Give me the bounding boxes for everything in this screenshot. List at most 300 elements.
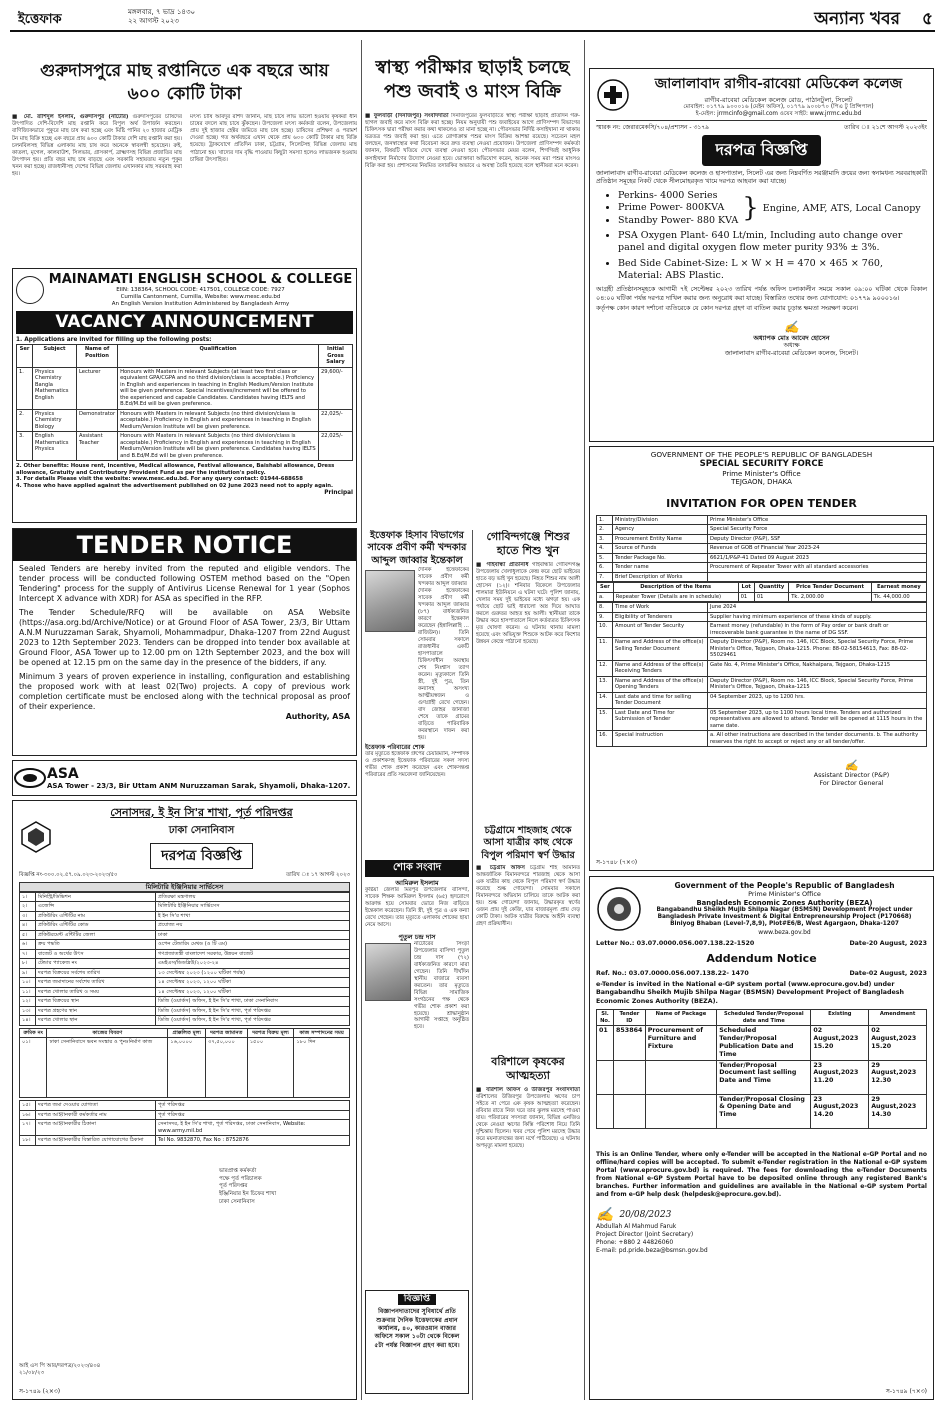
ssf-desc-th: Price Tender Document bbox=[789, 583, 872, 593]
beza-signer: Abdullah Al Mahmud Faruk bbox=[596, 1223, 677, 1231]
table-cell: 6621/1/P&P-41 Dated 09 August 2023 bbox=[708, 553, 927, 563]
table-cell: 5. bbox=[597, 553, 613, 563]
table-cell: 01 bbox=[738, 592, 754, 602]
table-cell bbox=[708, 572, 927, 582]
table-cell: ডিজি (ওয়ার্কস) অফিস, ই ইন সি'র শাখা, পূর্ত পরিদপ্তর bbox=[156, 1006, 350, 1016]
ssf-info-table bbox=[596, 515, 927, 583]
vacancy-note-4: 4. Those who have applied against the advertisement published on 02 June 2023 need not to apply again. bbox=[16, 482, 334, 489]
beza-table bbox=[596, 1009, 927, 1128]
vacancy-th-subject: Subject bbox=[33, 345, 77, 368]
medical-signer: অধ্যাপক মোঃ আবেদ হোসেন bbox=[753, 333, 830, 342]
table-cell: 29,600/- bbox=[319, 367, 353, 409]
table-cell: 01 bbox=[754, 592, 788, 602]
obit-headline: ইত্তেফাক হিসাব বিভাগের সাবেক প্রবীণ কর্মী খন্দকার আব্দুল জাব্বার ইন্তেকাল bbox=[367, 530, 467, 566]
beza-office: Prime Minister's Office bbox=[748, 890, 821, 899]
barishal-headline: বরিশালে কৃষকের আত্মহত্যা bbox=[491, 1055, 565, 1083]
table-cell: ডিজি (ওয়ার্কস) অফিস, ই ইন সি'র শাখা, পূর্ত পরিদপ্তর bbox=[156, 1016, 350, 1026]
army-title: দরপত্র বিজ্ঞপ্তি bbox=[150, 843, 252, 869]
barishal-body: বরিশালের উজিরপুর উপজেলায় ঋণের চাপ সইতে না পেরে এক কৃষক আত্মহত্যা করেছেন। রবিবার রাতে নিজ ঘরে তার ঝুলন্ত মরদেহ পাওয়া যায়। পরিবারের সদস্যরা জানান, বিভিন্ন এনজিও থেকে নেওয়া ঋণের কিস্তি পরিশোধ নিয়ে তিনি দুশ্চিন্তায় ছিলেন। খবর পেয়ে পুলিশ মরদেহ উদ্ধার করে ময়নাতদন্তের জন্য মর্গে পাঠিয়েছে। এ ঘটনায় অপমৃত্যু মামলা হয়েছে। bbox=[476, 1093, 580, 1149]
army-work-th: প্রাক্কলিত মূল্য bbox=[168, 1028, 206, 1038]
table-cell: ৩৭,৫০,০০০ bbox=[206, 1038, 248, 1098]
table-cell: পূর্ত পরিদপ্তর bbox=[156, 1101, 350, 1111]
medical-email: ই-মেইল: jrrmcinfo@gmail.com ওয়েব সাইট: www.jrrmc.edu.bd bbox=[695, 111, 862, 118]
table-cell: Repeater Tower (Details are in schedule) bbox=[613, 592, 738, 602]
ssf-desc-th: Description of the Items bbox=[613, 583, 738, 593]
table-cell: Revenue of GOB of Financial Year 2023-24 bbox=[708, 544, 927, 554]
table-cell: টেন্ডার প্যাকেজ নং bbox=[36, 959, 156, 969]
medical-item-2: আগ্রহী প্রতিষ্ঠানসমূহকে আগামী ৭ই সেপ্টেম্বর ২০২৩ তারিখ পর্যন্ত অফিস চলাকালীন সময়ে সকাল ০৯:০০ ঘটিকা থেকে বিকাল ০৪:০০ ঘটিকা পর্যন্ত দরপত্র দাখিল করার জন্য অনুরোধ করা যাচ্ছে। বিস্তারিত তথ্যের জন্য যোগাযোগ: ০১৭৭৯ ৯০০০১৬। bbox=[596, 286, 927, 302]
beza-logo bbox=[596, 886, 642, 932]
table-cell: ৪। bbox=[20, 921, 36, 931]
table-cell: 01 bbox=[597, 1026, 614, 1060]
vacancy-note-3: 3. For details Please visit the website: www.mesc.edu.bd. For any query contact: 01944-688658 bbox=[16, 476, 303, 483]
table-row bbox=[20, 1110, 350, 1120]
table-row bbox=[597, 731, 927, 747]
medical-bracket-text: Engine, AMF, ATS, Local Canopy bbox=[762, 202, 921, 214]
table-cell: 05 September 2023, up to 1100 hours local time. Tenders and authorized representatives are allowed to attend. Tender will be opened at 1115 hours in the same date. bbox=[708, 708, 927, 731]
ad-notice bbox=[365, 1290, 469, 1394]
table-cell: ই ইন সি'র শাখা bbox=[156, 911, 350, 921]
table-cell: Prime Minister's Office bbox=[708, 515, 927, 525]
health-byline: ■ ফুলবাড়ী (দিনাজপুর) সংবাদদাতা bbox=[365, 112, 449, 119]
table-cell: 02 August,2023 15.20 bbox=[869, 1026, 927, 1060]
condolence-name-2: পুতুল চন্দ্র দাস bbox=[398, 932, 436, 941]
table-cell: Honours with Masters in relevant Subjects (no third division/class is acceptable.) Proficiency in English and experiences in teaching in English Medium/Version Institute will be given preference. bbox=[118, 409, 319, 432]
table-cell: Honours with Masters in relevant Subjects (at least two first class or equivalent GPA/CGPA and no third division/class is acceptable.) Proficiency in English and experiences in teaching in English Medium/Version Institute will be given preference. Special incentives/increment will be offered to the experienced and capable Candidates. Candidates having IELTS and B.Ed/M.Ed will be given preference. bbox=[118, 367, 319, 409]
table-cell: ৮। bbox=[20, 959, 36, 969]
health-story bbox=[365, 40, 580, 525]
table-cell: 16. bbox=[597, 731, 613, 747]
table-row bbox=[20, 1006, 350, 1016]
table-row bbox=[20, 1038, 350, 1098]
obit-body-2: তার মৃত্যুতে ইত্তেফাক গ্রুপের চেয়ারম্যান, সম্পাদক ও প্রকাশকসহ ইত্তেফাক পরিবারের সকল সদস্য গভীর শোক প্রকাশ করেছেন এবং শোকসন্তপ্ত পরিবারের প্রতি সমবেদনা জানিয়েছেন। bbox=[365, 751, 469, 779]
table-row bbox=[20, 997, 350, 1007]
table-cell: দরপত্র বিক্রয়ের স্থান bbox=[36, 997, 156, 1007]
health-body: দিনাজপুরের ফুলবাড়ীতে স্বাস্থ্য পরীক্ষা ছাড়াই প্রতিদিন গরু-ছাগল জবাই করে মাংস বিক্রি করা হচ্ছে। নিয়ম অনুযায়ী পশু জবাইয়ের আগে প্রাণিসম্পদ বিভাগের চিকিৎসক দ্বারা পরীক্ষা করার কথা থাকলেও তা মানা হচ্ছে না। পৌরসভার নির্দিষ্ট কসাইখানা না থাকায় যত্রতত্র পশু জবাই করা হয়। এতে রোগাক্রান্ত পশুর মাংস বিক্রির আশঙ্কা রয়েছে। সচেতন মহল বলছেন, জনস্বাস্থ্যের কথা বিবেচনা করে দ্রুত ব্যবস্থা নেওয়া প্রয়োজন। উপজেলা প্রাণিসম্পদ কর্মকর্তা জানান, বিষয়টি খতিয়ে দেখে ব্যবস্থা নেওয়া হবে। পৌরসভার মেয়র বলেন, শিগগিরই আধুনিক কসাইখানা নির্মাণের উদ্যোগ নেওয়া হবে। ভোক্তারা অভিযোগ করেন, অনেক সময় মরা পশুর মাংসও বিক্রি করা হয়। প্রশাসনের নিয়মিত তদারকির অভাবে এ অবস্থা তৈরি হয়েছে বলে স্থানীয়রা মনে করেন। bbox=[365, 112, 580, 169]
army-footer-left: আই এস পি আর/দরপত্র/২০২৩/৪০৪ bbox=[19, 1363, 101, 1370]
beza-intro: e-Tender is invited in the National e-GP system portal (www.eprocure.gov.bd) under Bangabandhu Sheikh Mujib Shilpa Nagar (BSMSN) Development Project of Bangladesh Economic Zones Authority (BEZA). bbox=[596, 980, 904, 1005]
ctg-byline: ■ চট্টগ্রাম অফিস bbox=[476, 865, 525, 872]
table-cell: 04 September 2023, up to 1200 hrs. bbox=[708, 692, 927, 708]
table-cell: 2. bbox=[597, 525, 613, 535]
table-cell: ঢাকা সেনানিবাসে ভবন সংস্কার ও পুনঃনির্মাণ কাজ bbox=[47, 1038, 168, 1098]
table-cell bbox=[597, 1094, 614, 1128]
ssf-desc-th: Lot bbox=[738, 583, 754, 593]
table-cell: দরপত্র গ্রহণের স্থান bbox=[36, 1006, 156, 1016]
brace-icon: } bbox=[742, 193, 759, 224]
table-cell: Last Date and Time for Submission of Tender bbox=[613, 708, 708, 731]
army-signature-block bbox=[219, 1168, 350, 1206]
obit-caption: দৈনিক ইত্তেফাকের সাবেক প্রবীণ কর্মী খন্দকার আব্দুল জাব্বার bbox=[418, 567, 469, 587]
table-cell: Gate No. 4, Prime Minister's Office, Nakhalpara, Tejgaon, Dhaka-1215 bbox=[708, 660, 927, 676]
table-cell: 14. bbox=[597, 692, 613, 708]
table-cell: এমইএস/ডিডব্লিউ/২০২৩-২৪ bbox=[156, 959, 350, 969]
vacancy-th-qualification: Qualification bbox=[118, 345, 319, 368]
beza-phone: Phone: +880 2 44826060 bbox=[596, 1238, 674, 1246]
table-cell: প্রকিউরমেন্ট এন্টিটির জেলা bbox=[36, 930, 156, 940]
beza-sig-date: 20/08/2023 bbox=[619, 1210, 672, 1221]
child-body: গাইবান্ধার গোবিন্দগঞ্জ উপজেলায় খেলাধুলাকে কেন্দ্র করে ছোট ভাইয়ের হাতে বড় ভাই খুন হয়েছে। নিহত শিশুর নাম আলী হোসেন (১২)। শনিবার বিকেলে উপজেলার শালমারা ইউনিয়নে এ ঘটনা ঘটে। পুলিশ জানায়, খেলার সময় দুই ভাইয়ের মধ্যে ঝগড়া হয়। এক পর্যায়ে ছোট ভাই ধারালো অস্ত্র দিয়ে আঘাত করলে গুরুতর আহত হয় আলী। স্থানীয়রা তাকে উদ্ধার করে হাসপাতালে নিলে কর্তব্যরত চিকিৎসক মৃত ঘোষণা করেন। এ ঘটনায় থানায় মামলা হয়েছে এবং অভিযুক্ত শিশুকে আটক করে কিশোর উন্নয়ন কেন্দ্রে পাঠানো হয়েছে। bbox=[476, 561, 580, 645]
table-cell: 2. bbox=[17, 409, 33, 432]
medical-signature-block bbox=[656, 320, 927, 358]
table-cell: 6. bbox=[597, 563, 613, 573]
table-cell: Name and Address of the office(s) Selling Tender Document bbox=[613, 638, 708, 661]
table-cell: ১৮০ দিন bbox=[294, 1038, 350, 1098]
fish-col-2: মৎস্য চাষি আবদুর রশিদ জানান, মাছ চাষে লাভ ভালো হওয়ায় কৃষকরা ধান চাষের বদলে মাছ চাষে ঝুঁকছেন। উপজেলা মৎস্য কর্মকর্তা বলেন, উপজেলায় প্রায় দুই হাজার হেক্টর জমিতে মাছ চাষ হচ্ছে। চাষিদের প্রশিক্ষণ ও পরামর্শ দেওয়া হচ্ছে। গত অর্থবছরে এখান থেকে প্রায় ৬০০ কোটি টাকার মাছ বিক্রি হয়েছে। ট্রাকযোগে প্রতিদিন ঢাকা, চট্টগ্রাম, সিলেটসহ বিভিন্ন জেলায় মাছ পাঠানো হয়। খাদ্যের দাম বৃদ্ধি পাওয়ায় কিছুটা সমস্যা হলেও লাভজনক হওয়ায় চাষিরা উৎসাহিত। bbox=[190, 113, 357, 163]
table-cell: Tk. 44,000.00 bbox=[871, 592, 926, 602]
army-memo: বিজ্ঞপ্তি নং-৩০০.০২.৫৭.০৯.০২৩-২০২৩/৫০ bbox=[19, 872, 118, 878]
table-row bbox=[20, 921, 350, 931]
asa-logo-text: ASA bbox=[47, 765, 79, 782]
table-cell bbox=[614, 1094, 646, 1128]
vacancy-note-2: 2. Other benefits: House rent, Incentive, Medical allowance, Festival allowance, Baishabi allowance, Dress allowance, Gratuity and Contributory Provident Fund as per the institution's policy. bbox=[16, 463, 335, 476]
table-cell: Procurement of Furniture and Fixture bbox=[645, 1026, 717, 1060]
table-cell: প্রকিউরিং এন্টিটির নাম bbox=[36, 911, 156, 921]
table-cell: 29 August,2023 14.30 bbox=[869, 1094, 927, 1128]
vacancy-banner: VACANCY ANNOUNCEMENT bbox=[16, 311, 353, 334]
section-title bbox=[814, 6, 933, 34]
table-row bbox=[597, 1094, 927, 1128]
child-body-wrap bbox=[476, 562, 580, 646]
table-cell: 29 August,2023 12.30 bbox=[869, 1060, 927, 1094]
beza-ref: Ref. No.: 03.07.0000.056.007.138.22- 1470 bbox=[596, 969, 749, 977]
table-cell: 8. bbox=[597, 603, 613, 613]
table-cell: Deputy Director (P&P), SSF bbox=[708, 534, 927, 544]
table-cell: Special Security Force bbox=[708, 525, 927, 535]
table-cell: a. All other instructions are described in the tender documents. b. The authority reserves the right to accept or reject any or all tender/offer. bbox=[708, 731, 927, 747]
table-cell: Earnest money (refundable) in the form of Pay order or bank draft or irrecoverable bank guarantee in the name of DG SSF. bbox=[708, 622, 927, 638]
table-cell: 11. bbox=[597, 638, 613, 661]
asa-para-3: Minimum 3 years of proven experience in installing, configuration and establishing the proposed work with at least 02(Two) projects. A copy of previous work completion certificate must be enclosed along with the technical proposal as proof of their experience. bbox=[19, 671, 350, 711]
table-row bbox=[597, 525, 927, 535]
table-cell: 12. bbox=[597, 660, 613, 676]
table-cell: দরপত্র জমাদানের সর্বশেষ তারিখ bbox=[36, 978, 156, 988]
table-cell: ৩। bbox=[20, 911, 36, 921]
table-row bbox=[20, 968, 350, 978]
beza-address: Biniyog Bhaban (Level-7,8,9), Plot#E6/B, West Agargaon, Dhaka-1207 bbox=[670, 921, 899, 928]
table-cell: Source of Funds bbox=[613, 544, 708, 554]
army-org-2: ঢাকা সেনানিবাস bbox=[168, 825, 235, 836]
table-cell: 3. bbox=[597, 534, 613, 544]
medical-address: রাগীব-রাবেয়া মেডিকেল কলেজ রোড, পাঠানটুলা, সিলেট bbox=[704, 96, 853, 104]
table-cell: ১৪ সেপ্টেম্বর ২০২৩, ১২০০ ঘটিকা bbox=[156, 987, 350, 997]
table-row bbox=[20, 1136, 350, 1146]
fish-story bbox=[12, 40, 357, 265]
table-header-cell: Sl. No. bbox=[597, 1010, 614, 1026]
table-cell: Deputy Director (P&P), Room no. 146, ICC Block, Special Security Force, Prime Minister's Office, Tejgaon, Dhaka-1215 bbox=[708, 676, 927, 692]
obit-body: দৈনিক ইত্তেফাকের সাবেক প্রবীণ কর্মী খন্দকার আব্দুল জাব্বার (৮৭) বার্ধক্যজনিত কারণে ইন্তেকাল করেছেন (ইন্নালিল্লাহি ... রাজিউন)। তিনি সোমবার সকালে রাজধানীর একটি হাসপাতালে চিকিৎসাধীন অবস্থায় শেষ নিঃশ্বাস ত্যাগ করেন। মৃত্যুকালে তিনি স্ত্রী, দুই পুত্র, তিন কন্যাসহ অসংখ্য আত্মীয়স্বজন ও গুণগ্রাহী রেখে গেছেন। বাদ জোহর জানাজা শেষে তাকে গ্রামের বাড়িতে পারিবারিক কবরস্থানে দাফন করা হয়। bbox=[418, 587, 469, 741]
table-cell: a. bbox=[597, 592, 614, 602]
table-row bbox=[597, 1060, 927, 1094]
school-vacancy-ad bbox=[12, 268, 357, 523]
asa-tender-title: TENDER NOTICE bbox=[13, 529, 356, 561]
army-signer-1: ভারপ্রাপ্ত কর্মকর্তা bbox=[219, 1167, 257, 1174]
table-row bbox=[20, 987, 350, 997]
table-cell: দরপত্র আহ্বানকারী কর্মকর্তার নাম bbox=[36, 1110, 156, 1120]
table-cell: এজেন্সি bbox=[36, 902, 156, 912]
army-tender-ad bbox=[12, 800, 357, 1400]
signature-icon: ✍ bbox=[844, 759, 859, 773]
table-cell: 9. bbox=[597, 612, 613, 622]
table-cell: Procurement of Repeater Tower with all standard accessories bbox=[708, 563, 927, 573]
table-row bbox=[597, 692, 927, 708]
beza-title: Addendum Notice bbox=[706, 952, 817, 966]
army-work-th: ক্রমিক নং bbox=[20, 1028, 47, 1038]
ssf-tender bbox=[589, 446, 934, 871]
ctg-headline: চট্টগ্রামে শাহজাহ থেকে আসা যাত্রীর কাছ থেকে বিপুল পরিমাণ স্বর্ণ উদ্ধার bbox=[481, 825, 575, 861]
table-cell: ০১। bbox=[20, 1038, 47, 1098]
table-cell: Name and Address of the office(s) Opening Tenders bbox=[613, 676, 708, 692]
table-cell: English Mathematics Physics bbox=[33, 432, 77, 461]
table-cell: 7. bbox=[597, 572, 613, 582]
vacancy-signer: Principal bbox=[324, 489, 353, 496]
child-byline: ■ গাইবান্ধা প্রতিনিধি bbox=[476, 561, 529, 568]
table-row bbox=[597, 572, 927, 582]
school-info-3: An English Version Institution Administered by Bangladesh Army bbox=[111, 300, 290, 307]
condolence-text-2: নাটোরের সিংড়া উপজেলার বাসিন্দা পুতুল চন্দ্র দাস (৭২) বার্ধক্যজনিত কারণে মারা গেছেন। তিনি দীর্ঘদিন স্থানীয় বাজারে ব্যবসা করতেন। তার মৃত্যুতে বিভিন্ন সামাজিক সংগঠনের পক্ষ থেকে গভীর শোক প্রকাশ করা হয়েছে। শ্রাদ্ধানুষ্ঠান আগামী সপ্তাহে অনুষ্ঠিত হবে। bbox=[414, 940, 469, 1031]
army-footer-left-2: ২১/০৮/২৩ bbox=[19, 1370, 45, 1377]
table-cell: দরপত্র আহ্বানকারীর ঠিকানা bbox=[36, 1120, 156, 1136]
medical-date: তারিখ ঃ ২১শে আগস্ট ২০২৩ইং bbox=[844, 124, 927, 132]
barishal-body-wrap bbox=[476, 1087, 580, 1150]
table-row bbox=[17, 409, 353, 432]
condolence-section bbox=[365, 860, 469, 1160]
ssf-name: SPECIAL SECURITY FORCE bbox=[699, 459, 824, 470]
table-cell: ৬। bbox=[20, 940, 36, 950]
table-row bbox=[597, 553, 927, 563]
asa-address-bar bbox=[12, 760, 357, 796]
table-cell: Tender/Proposal Document last selling Date and Time bbox=[717, 1060, 811, 1094]
table-cell: Name and Address of the office(s) Receiving Tenders bbox=[613, 660, 708, 676]
table-cell: ওপেন টেন্ডারিং মেথড (ও টি এম) bbox=[156, 940, 350, 950]
table-cell: পূর্ত পরিদপ্তর bbox=[156, 1110, 350, 1120]
table-cell: Amount of Tender Security bbox=[613, 622, 708, 638]
health-headline: স্বাস্থ্য পরীক্ষার ছাড়াই চলছে পশু জবাই ও মাংস বিক্রি bbox=[375, 57, 570, 103]
condolence-title: শোক সংবাদ bbox=[365, 860, 469, 877]
table-cell: মিনিস্ট্রি/ডিভিশন bbox=[36, 892, 156, 902]
table-row bbox=[597, 612, 927, 622]
vacancy-table bbox=[16, 344, 353, 461]
medical-title: দরপত্র বিজ্ঞপ্তি bbox=[702, 135, 822, 166]
ssf-title: INVITATION FOR OPEN TENDER bbox=[666, 497, 857, 511]
table-cell: ১৪ সেপ্টেম্বর ২০২৩, ১২০০ ঘটিকা bbox=[156, 978, 350, 988]
list-item: • Perkins- 4000 Series bbox=[618, 190, 738, 202]
ssf-gov: GOVERNMENT OF THE PEOPLE'S REPUBLIC OF BANGLADESH bbox=[650, 450, 873, 459]
condolence-photo bbox=[365, 943, 411, 1001]
army-work-th: কাজ সম্পাদনের সময় bbox=[294, 1028, 350, 1038]
table-cell: ৯। bbox=[20, 968, 36, 978]
table-row bbox=[20, 1120, 350, 1136]
table-row bbox=[597, 563, 927, 573]
beza-web: www.beza.gov.bd bbox=[758, 928, 811, 936]
beza-ref-date: Date-02 August, 2023 bbox=[849, 969, 927, 977]
table-row bbox=[20, 930, 350, 940]
table-cell: 3. bbox=[17, 432, 33, 461]
army-work-th: কাজের বিবরণ bbox=[47, 1028, 168, 1038]
fish-byline: ■ মো. রাশিদুল ইসলাম, গুরুদাসপুর (নাটোর) bbox=[12, 113, 129, 120]
table-row bbox=[597, 638, 927, 661]
army-date: তারিখ ঃ ১৭ আগস্ট ২০২৩ bbox=[286, 872, 350, 878]
table-row bbox=[597, 1026, 927, 1060]
table-cell: দরপত্র বিক্রয়ের সর্বশেষ তারিখ bbox=[36, 968, 156, 978]
table-row bbox=[20, 959, 350, 969]
table-cell: 15. bbox=[597, 708, 613, 731]
table-cell: ১৩ সেপ্টেম্বর ২০২৩ (১২০০ ঘটিকা পর্যন্ত) bbox=[156, 968, 350, 978]
table-cell: Tender name bbox=[613, 563, 708, 573]
table-cell: ৫। bbox=[20, 930, 36, 940]
table-row bbox=[597, 592, 927, 602]
table-cell: 23 August,2023 11.20 bbox=[811, 1060, 869, 1094]
table-row bbox=[597, 603, 927, 613]
child-headline: গোবিন্দগঞ্জে শিশুর হাতে শিশু খুন bbox=[486, 530, 570, 558]
ad-notice-text: বিজ্ঞাপনদাতাদের সুবিধার্থে প্রতি শুক্রবার দৈনিক ইত্তেফাকের প্রধান কার্যালয়, ৪০, কারওয়ান বাজার অফিসে সকাল ১০টা থেকে বিকেল ৫টা পর্যন্ত বিজ্ঞাপন গ্রহণ করা হবে। bbox=[374, 1308, 460, 1349]
table-cell: Agency bbox=[613, 525, 708, 535]
date-line-2: ২২ আগস্ট ২০২৩ bbox=[128, 17, 179, 26]
beza-signer-2: Project Director (Joint Secretary) bbox=[596, 1230, 694, 1238]
table-header-cell: Amendment bbox=[869, 1010, 927, 1026]
table-cell: June 2024 bbox=[708, 603, 927, 613]
table-row bbox=[597, 534, 927, 544]
table-cell: দরপত্র আহ্বানকারীর বিস্তারিত যোগাযোগের ঠিকানা bbox=[36, 1136, 156, 1146]
army-footer-ref bbox=[19, 1363, 100, 1377]
ctg-body: চট্টগ্রাম শাহ আমানত আন্তর্জাতিক বিমানবন্দরে শারজাহ থেকে আসা এক যাত্রীর কাছ থেকে বিপুল পরিমাণ স্বর্ণ উদ্ধার করেছে শুল্ক গোয়েন্দা। সোমবার সকালে বিমানবন্দরে অভিযান চালিয়ে তাকে আটক করা হয়। শুল্ক গোয়েন্দা জানায়, উদ্ধারকৃত স্বর্ণের ওজন প্রায় দুই কেজি, যার বাজারমূল্য প্রায় দেড় কোটি টাকা। আটক যাত্রীর বিরুদ্ধে আইনি ব্যবস্থা গ্রহণ প্রক্রিয়াধীন। bbox=[476, 865, 580, 928]
school-logo bbox=[16, 276, 44, 304]
fish-body-1: গুরুদাসপুরের চাষিদের উৎপাদিত দেশি-বিদেশি মাছ রপ্তানি করে বিপুল অর্থ উপার্জন করছেন। বাণিজ্যিকভাবে পুকুরে মাছ চাষ করা হচ্ছে এবং মিষ্টি পানির ২০ হাজার মেট্রিক টন মাছ বিক্রি হচ্ছে এক বছরে প্রায় ৬০০ কোটি টাকার দেশি মাছ রপ্তানি করা হয়। চলনবিলসহ বিভিন্ন এলাকায় মাছ চাষ করে অনেকে স্বাবলম্বী হয়েছেন। রুই, কাতলা, মৃগেল, কালবাউশ, সিলভার, গ্রাসকার্প, ব্রাক্ষ্মণসহ বিভিন্ন প্রজাতির মাছ উৎপাদন হয়। প্রতি বছর মাছ চাষ বাড়ছে এবং সরকারি সহায়তায় নতুন পুকুর খনন করা হচ্ছে। রাজধানীসহ দেশের বিভিন্ন জেলায় এখানকার মাছ সরবরাহ করা হয়। bbox=[12, 113, 182, 178]
table-cell: 853864 bbox=[614, 1026, 646, 1060]
school-name: MAINAMATI ENGLISH SCHOOL & COLLEGE bbox=[48, 272, 353, 287]
ssf-info-table-2 bbox=[596, 602, 927, 747]
ssf-desc-table bbox=[596, 582, 927, 602]
table-header-cell: Name of Package bbox=[645, 1010, 717, 1026]
table-cell: Eligibility of Tenderers bbox=[613, 612, 708, 622]
beza-letter: Letter No.: 03.07.0000.056.007.138.22-1520 bbox=[596, 940, 755, 948]
table-row bbox=[597, 676, 927, 692]
table-cell: 22,025/- bbox=[319, 432, 353, 461]
table-row bbox=[20, 978, 350, 988]
table-row bbox=[17, 367, 353, 409]
table-row bbox=[20, 1101, 350, 1111]
table-cell: দরপত্র জমা দেওয়ার যোগ্যতা bbox=[36, 1101, 156, 1111]
table-cell: ১৬,০০০০ bbox=[168, 1038, 206, 1098]
table-row bbox=[597, 708, 927, 731]
table-cell bbox=[645, 1094, 717, 1128]
table-cell: Last date and time for selling Tender Document bbox=[613, 692, 708, 708]
table-row bbox=[20, 892, 350, 902]
table-cell: 02 August,2023 15.20 bbox=[811, 1026, 869, 1060]
ssf-signature-block bbox=[776, 759, 927, 788]
ctg-body-wrap bbox=[476, 865, 580, 928]
medical-phone: মোবাইল: ০১৭৭৯ ৯০০০১৬ (মেইন অফিস), ০১৭৭৯ ৯০০৮৭০ (পিএ টু প্রিন্সিপাল) bbox=[683, 104, 874, 111]
signature-icon: ✍ bbox=[596, 1207, 614, 1224]
ctg-story bbox=[476, 825, 580, 1050]
army-signer-4: ইঞ্জিনিয়ার ইন চিফের শাখা bbox=[219, 1190, 277, 1197]
table-cell bbox=[645, 1060, 717, 1094]
beza-footer: This is an Online Tender, where only e-Tender will be accepted in the National e-GP Portal and no offline/hard copies will be accepted. To submit e-Tender registration in the National e-GP system Portal (www.eprocure.gov.bd) is required. The fees for downloading the e-Tender Documents from National e-GP System Portal have to be deposited online through any registered Bank's branches. Further information and guidelines are available in the National e-GP system Portal and from e-GP help desk (helpdesk@eprocure.gov.bd). bbox=[596, 1150, 927, 1199]
table-cell: ২। bbox=[20, 902, 36, 912]
medical-name: জালালাবাদ রাগীব-রাবেয়া মেডিকেল কলেজ bbox=[654, 76, 903, 92]
table-cell: সেনাসদর, ই ইন সি'র শাখা, পূর্ত পরিদপ্তর, ঢাকা সেনানিবাস, Website: www.army.mil.bd bbox=[156, 1120, 350, 1136]
table-cell: বাজেট ও অর্থের উৎস bbox=[36, 949, 156, 959]
medical-item-1: জালালাবাদ রাগীব-রাবেয়া মেডিকেল কলেজ ও হাসপাতাল, সিলেট এর জন্য নিম্নবর্ণিত সরঞ্জামাদি ক্রয়ের জন্য স্বনামধন্য সরবরাহকারী প্রতিষ্ঠান সমূহের নিকট থেকে সীলমোহরকৃত খামে দরপত্র আহবান করা যাচ্ছে। bbox=[596, 169, 927, 186]
table-header-row bbox=[597, 1010, 927, 1026]
health-body-wrap bbox=[365, 113, 580, 498]
date-block bbox=[128, 8, 195, 27]
army-org-3: মিলিটারি ইঞ্জিনিয়ার সার্ভিসেস bbox=[19, 882, 350, 892]
table-row bbox=[597, 515, 927, 525]
table-cell: Tk. 2,000.00 bbox=[789, 592, 872, 602]
ssf-signer-2: For Director General bbox=[819, 780, 884, 788]
list-item: • PSA Oxygen Plant- 640 Lt/min, Including auto change over panel and digital oxygen flow meter purity 93% ± 3%. bbox=[618, 230, 927, 255]
table-header-cell: Existing bbox=[811, 1010, 869, 1026]
ad-notice-title: বিজ্ঞপ্তি bbox=[398, 1294, 436, 1305]
table-cell: ১৩। bbox=[20, 1006, 36, 1016]
page-number: ৫ bbox=[921, 9, 933, 29]
table-cell: Special instruction bbox=[613, 731, 708, 747]
table-cell: 23 August,2023 14.20 bbox=[811, 1094, 869, 1128]
army-work-table bbox=[19, 1028, 350, 1099]
table-cell: গণপ্রজাতন্ত্রী বাংলাদেশ সরকার, উন্নয়ন বাজেট bbox=[156, 949, 350, 959]
army-info-table bbox=[19, 892, 350, 1026]
beza-gov: Government of the People's Republic of Bangladesh bbox=[674, 881, 895, 890]
barishal-story bbox=[476, 1055, 580, 1395]
table-cell: প্রযোজ্য নয় bbox=[156, 921, 350, 931]
table-cell: দরপত্র খোলার স্থান bbox=[36, 1016, 156, 1026]
table-row bbox=[17, 432, 353, 461]
table-cell: 13. bbox=[597, 676, 613, 692]
vacancy-intro: 1. Applications are invited for filling up the following posts: bbox=[16, 336, 212, 343]
table-row bbox=[20, 1016, 350, 1026]
signature-icon: ✍ bbox=[784, 319, 799, 334]
table-cell: ১২। bbox=[20, 997, 36, 1007]
table-cell: Tender/Proposal Closing & Opening Date and Time bbox=[717, 1094, 811, 1128]
army-org-1: সেনাসদর, ই ইন সি'র শাখা, পূর্ত পরিদপ্তর bbox=[110, 806, 293, 819]
table-cell: Physics Chemistry Biology bbox=[33, 409, 77, 432]
table-cell: 1. bbox=[597, 515, 613, 525]
medical-signer-org: জালালাবাদ রাগীব-রাবেয়া মেডিকেল কলেজ, সিলেট। bbox=[724, 349, 859, 357]
table-cell: ১৫০০ bbox=[247, 1038, 294, 1098]
table-cell: 1. bbox=[17, 367, 33, 409]
table-cell: Assistant Teacher bbox=[77, 432, 118, 461]
obit-sub: ইত্তেফাক পরিবারের শোক bbox=[365, 743, 425, 751]
table-row bbox=[20, 911, 350, 921]
asa-para-2: The Tender Schedule/RFQ will be available on ASA Website (https://asa.org.bd/Archive/Notice) or at Ground Floor of ASA Tower, 23/3, Bir Uttam A.N.M Nuruzzaman Sarak, Shyamoli, Mohammadpur, Dhaka-1207 from 22nd August 2023 to 12th September 2023. Tenders can be dropped into tender box available at Ground Floor, ASA Tower up to 12.00 pm on 12th September 2023, and the box will be opened at 12.15 pm on the same day in the presence of the bidders, if any. bbox=[19, 607, 350, 667]
table-cell: ১৭। bbox=[20, 1120, 36, 1136]
army-contact-table bbox=[19, 1100, 350, 1146]
condolence-name-1: আমিরুল ইসলাম bbox=[395, 878, 439, 887]
table-row bbox=[20, 902, 350, 912]
table-cell: মিলিটারি ইঞ্জিনিয়ার সার্ভিসেস bbox=[156, 902, 350, 912]
medical-memo: স্মারক নং: জেরারমেকসি/৭০৪/প্রশাসন - ৩১৭৯ bbox=[596, 124, 710, 132]
asa-para-1: Sealed Tenders are hereby invited from the reputed and eligible vendors. The tender process will be conducted following OSTEM method based on the "Open Tendering" process for the supply of Antivirus License Renewal for 1 year (Sophos Intercept X advance with XDR) for ASA as specified in the RFP. bbox=[19, 564, 350, 603]
table-header-cell: Tender ID bbox=[614, 1010, 646, 1026]
page-header bbox=[10, 6, 935, 32]
table-cell bbox=[597, 1060, 614, 1094]
table-cell: 10. bbox=[597, 622, 613, 638]
table-cell: দরপত্র খোলার তারিখ ও সময় bbox=[36, 987, 156, 997]
medical-signer-title: অধ্যক্ষ bbox=[783, 341, 800, 349]
table-cell: ক্রয় পদ্ধতি bbox=[36, 940, 156, 950]
table-cell bbox=[614, 1060, 646, 1094]
table-cell: ৭। bbox=[20, 949, 36, 959]
table-cell: ১। bbox=[20, 892, 36, 902]
table-cell: ১৬। bbox=[20, 1110, 36, 1120]
obituary-ittefaq bbox=[365, 530, 469, 855]
ssf-desc-th: Quantity bbox=[754, 583, 788, 593]
table-cell: ১০। bbox=[20, 978, 36, 988]
table-cell: প্রকিউরিং এন্টিটির কোড bbox=[36, 921, 156, 931]
table-header-cell: Scheduled Tender/Proposal date and Time bbox=[717, 1010, 811, 1026]
medical-item-3: কর্তৃপক্ষ কোন কারণ দর্শানো ব্যতিরেকে যে কোন দরপত্র গ্রহণ বা বাতিল করার চূড়ান্ত ক্ষমতা সংরক্ষণ করেন। bbox=[596, 305, 859, 313]
